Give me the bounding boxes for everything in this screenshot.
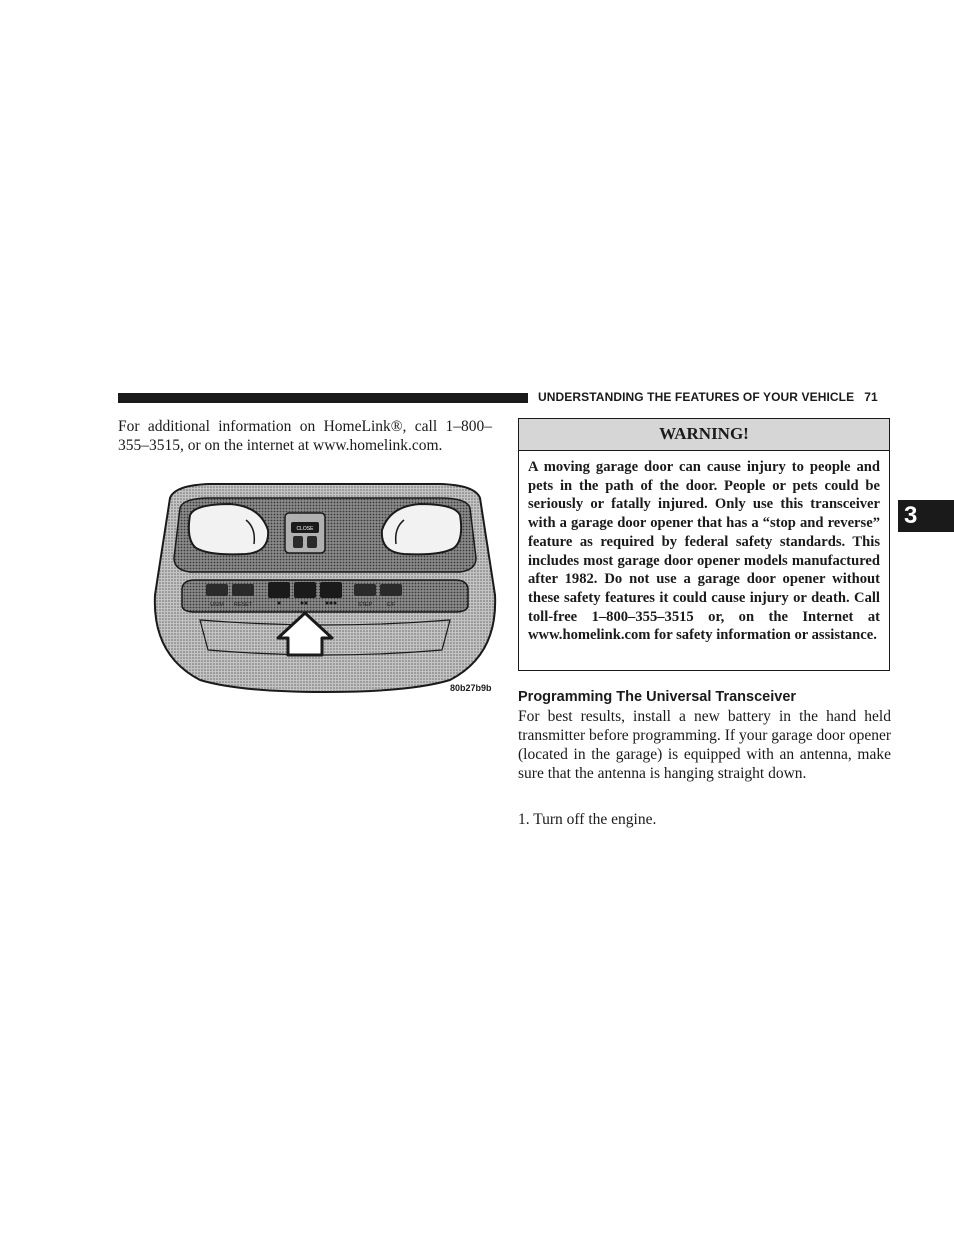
- intro-paragraph: For additional information on HomeLink®, call 1–800–355–3515, or on the internet at www.homelink.com.: [118, 418, 492, 454]
- overhead-console-illustration: [150, 480, 500, 695]
- close-button-label: CLOSE: [296, 526, 314, 532]
- chapter-tab: 3: [898, 500, 954, 532]
- warning-box: [518, 418, 890, 671]
- page-header: [538, 390, 878, 404]
- step-label: STEP: [357, 602, 373, 608]
- header-rule: [118, 393, 528, 403]
- us-m-label: US/M: [210, 602, 224, 608]
- warning-title: WARNING!: [519, 419, 889, 451]
- warning-text: A moving garage door can cause injury to people and pets in the path of the door. People or pets could be seriously or fatally injured. Only use this transceiver with a garage door opener that has a “stop and reverse” feature as required by federal safety standards. This includes most garage door opener models manufactured after 1982. Do not use a garage door opener without these safety features it could cause injury or death. Call toll-free 1–800–355–3515 or, on the Internet at www.homelink.com for safety information or assistance.: [528, 459, 880, 644]
- section-heading: Programming The Universal Transceiver: [518, 689, 797, 705]
- page-number: 71: [864, 390, 878, 404]
- step-1: 1. Turn off the engine.: [518, 811, 657, 828]
- header-title: UNDERSTANDING THE FEATURES OF YOUR VEHICLE: [538, 390, 855, 404]
- reset-label: RESET: [233, 602, 253, 608]
- figure-code: 80b27b9b: [450, 683, 492, 693]
- section-paragraph: For best results, install a new battery in the hand held transmitter before programming. If your garage door opener (located in the garage) is equipped with an antenna, make sure that the antenna is hanging straight down.: [518, 708, 891, 782]
- c-f-label: C/F: [386, 602, 396, 608]
